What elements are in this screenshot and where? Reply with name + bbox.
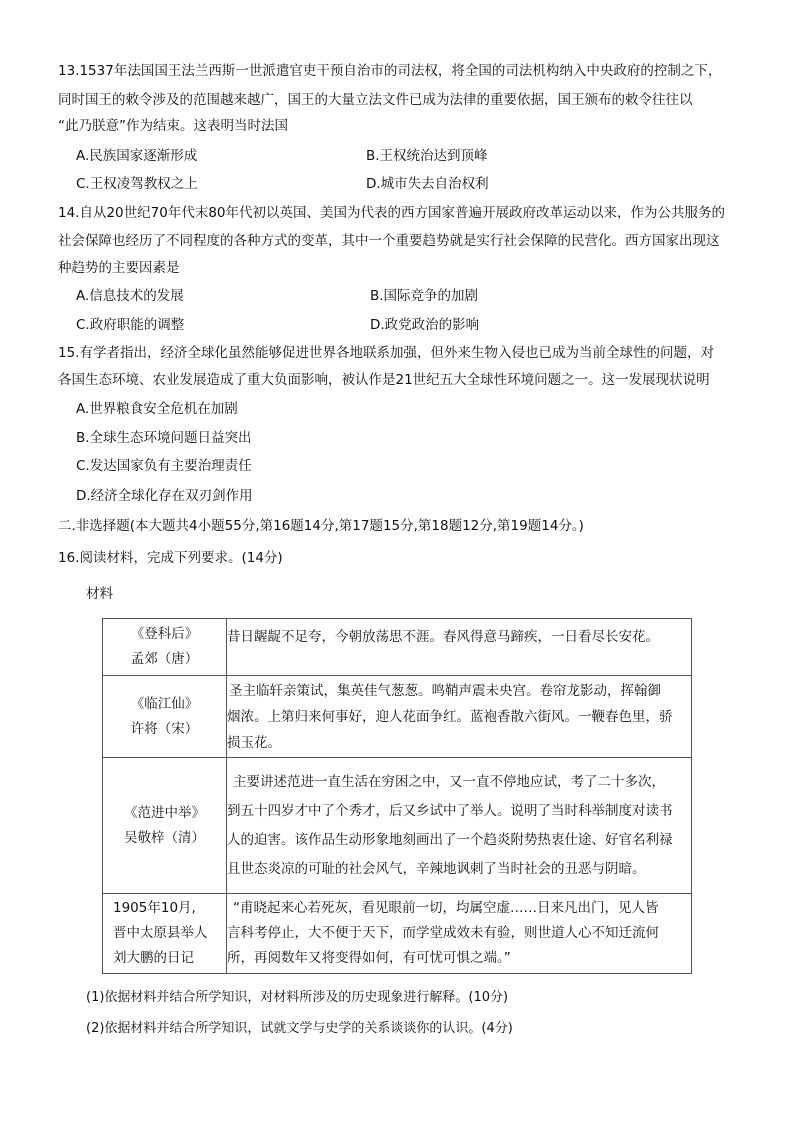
content-cell	[227, 619, 692, 676]
content-cell	[227, 758, 692, 894]
source-title: 《临江仙》	[130, 695, 199, 712]
content-line: 损玉花。	[227, 734, 281, 751]
section-heading: 二.非选择题(本大题共4小题55分,第16题14分,第17题15分,第18题12分,第19题14分。)	[58, 518, 584, 534]
table-row	[103, 894, 692, 974]
material-table	[102, 618, 692, 974]
content-cell	[227, 676, 692, 758]
content-line: 所，再阅数年又将变得如何，有可忧可惧之端。”	[227, 950, 511, 966]
source-author: 孟郊（唐）	[130, 651, 199, 667]
source-cell	[103, 619, 227, 676]
source-title: 《登科后》	[130, 626, 199, 642]
content-line: 主要讲述范进一直生活在穷困之中，又一直不停地应试，考了二十多次，	[233, 773, 665, 790]
q13-stem-line-1: 13.1537年法国国王法兰西斯一世派遣官吏干预自治市的司法权，将全国的司法机构纳入中央政府的控制之下，	[58, 63, 722, 79]
content-line: 圣主临轩亲策试，集英佳气葱葱。鸣鞘声震未央宫。卷帘龙影动，挥翰御	[229, 682, 661, 699]
q14-option-b: B.国际竞争的加剧	[370, 288, 479, 304]
q14-stem-line-1: 14.自从20世纪70年代末80年代初以英国、美国为代表的西方国家普遍开展政府改革运动以来，作为公共服务的	[58, 205, 726, 221]
source-author: 许将（宋）	[130, 720, 199, 737]
q14-stem-line-3: 种趋势的主要因素是	[58, 260, 180, 276]
q16-stem: 16.阅读材料，完成下列要求。(14分)	[58, 550, 283, 566]
q15-option-b: B.全球生态环境问题日益突出	[76, 430, 252, 446]
source-cell	[103, 894, 227, 974]
q16-subquestion-1: (1)依据材料并结合所学知识，对材料所涉及的历史现象进行解释。(10分)	[86, 990, 509, 1005]
content-line: 烟浓。上第归来何事好，迎人花面争红。蓝袍香散六街风。一鞭春色里，骄	[227, 708, 673, 725]
material-label: 材料	[86, 586, 113, 602]
q14-option-c: C.政府职能的调整	[76, 317, 185, 333]
q13-option-a: A.民族国家逐渐形成	[76, 148, 198, 164]
q13-option-d: D.城市失去自治权利	[366, 176, 489, 192]
content-line: 到五十四岁才中了个秀才，后又乡试中了举人。说明了当时科举制度对读书	[227, 802, 673, 819]
table-row	[103, 619, 692, 676]
q15-stem-line-1: 15.有学者指出，经济全球化虽然能够促进世界各地联系加强，但外来生物入侵也已成为当前全球性的问题，对	[58, 345, 714, 361]
source-title: 刘大鹏的日记	[113, 950, 194, 966]
table-row	[103, 758, 692, 894]
source-cell	[103, 758, 227, 894]
content-line: “甫晓起来心若死灰，看见眼前一切，均属空虚……日来凡出门，见人皆	[233, 900, 659, 916]
q13-stem-line-3: “此乃朕意”作为结束。这表明当时法国	[58, 118, 288, 134]
source-cell	[103, 676, 227, 758]
content-line: 言科考停止，大不便于天下，而学堂成效未有验，则世道人心不知迁流何	[227, 925, 659, 941]
q13-stem-line-2: 同时国王的敕令涉及的范围越来越广，国王的大量立法文件已成为法律的重要依据，国王颁布的敕令往往以	[58, 92, 693, 108]
source-title: 《范进中举》	[124, 804, 205, 821]
q14-option-a: A.信息技术的发展	[76, 288, 184, 304]
q16-subquestion-2: (2)依据材料并结合所学知识，试就文学与史学的关系谈谈你的认识。(4分)	[86, 1021, 513, 1036]
content-cell	[227, 894, 692, 974]
q15-stem-line-2: 各国生态环境、农业发展造成了重大负面影响，被认作是21世纪五大全球性环境问题之一。这一发展现状说明	[58, 372, 710, 388]
q13-option-c: C.王权凌驾教权之上	[76, 176, 198, 192]
q15-option-d: D.经济全球化存在双刃剑作用	[76, 488, 253, 504]
q15-option-c: C.发达国家负有主要治理责任	[76, 458, 252, 474]
content-line: 人的迫害。该作品生动形象地刻画出了一个趋炎附势热衷仕途、好官名利禄	[227, 831, 673, 848]
source-author: 晋中太原县举人	[113, 925, 208, 941]
source-author: 吴敬梓（清）	[124, 829, 205, 846]
table-row	[103, 676, 692, 758]
source-date: 1905年10月,	[113, 900, 196, 916]
q15-option-a: A.世界粮食安全危机在加剧	[76, 401, 238, 417]
q13-option-b: B.王权统治达到顶峰	[366, 148, 488, 164]
q14-stem-line-2: 社会保障也经历了不同程度的各种方式的变革，其中一个重要趋势就是实行社会保障的民营化。西方国家出现这	[58, 233, 720, 249]
content-line: 且世态炎凉的可耻的社会风气，辛辣地讽刺了当时社会的丑恶与阴暗。	[227, 860, 646, 877]
content-line: 昔日龌龊不足夸，今朝放荡思不涯。春风得意马蹄疾，一日看尽长安花。	[227, 629, 659, 645]
q14-option-d: D.政党政治的影响	[370, 317, 480, 333]
